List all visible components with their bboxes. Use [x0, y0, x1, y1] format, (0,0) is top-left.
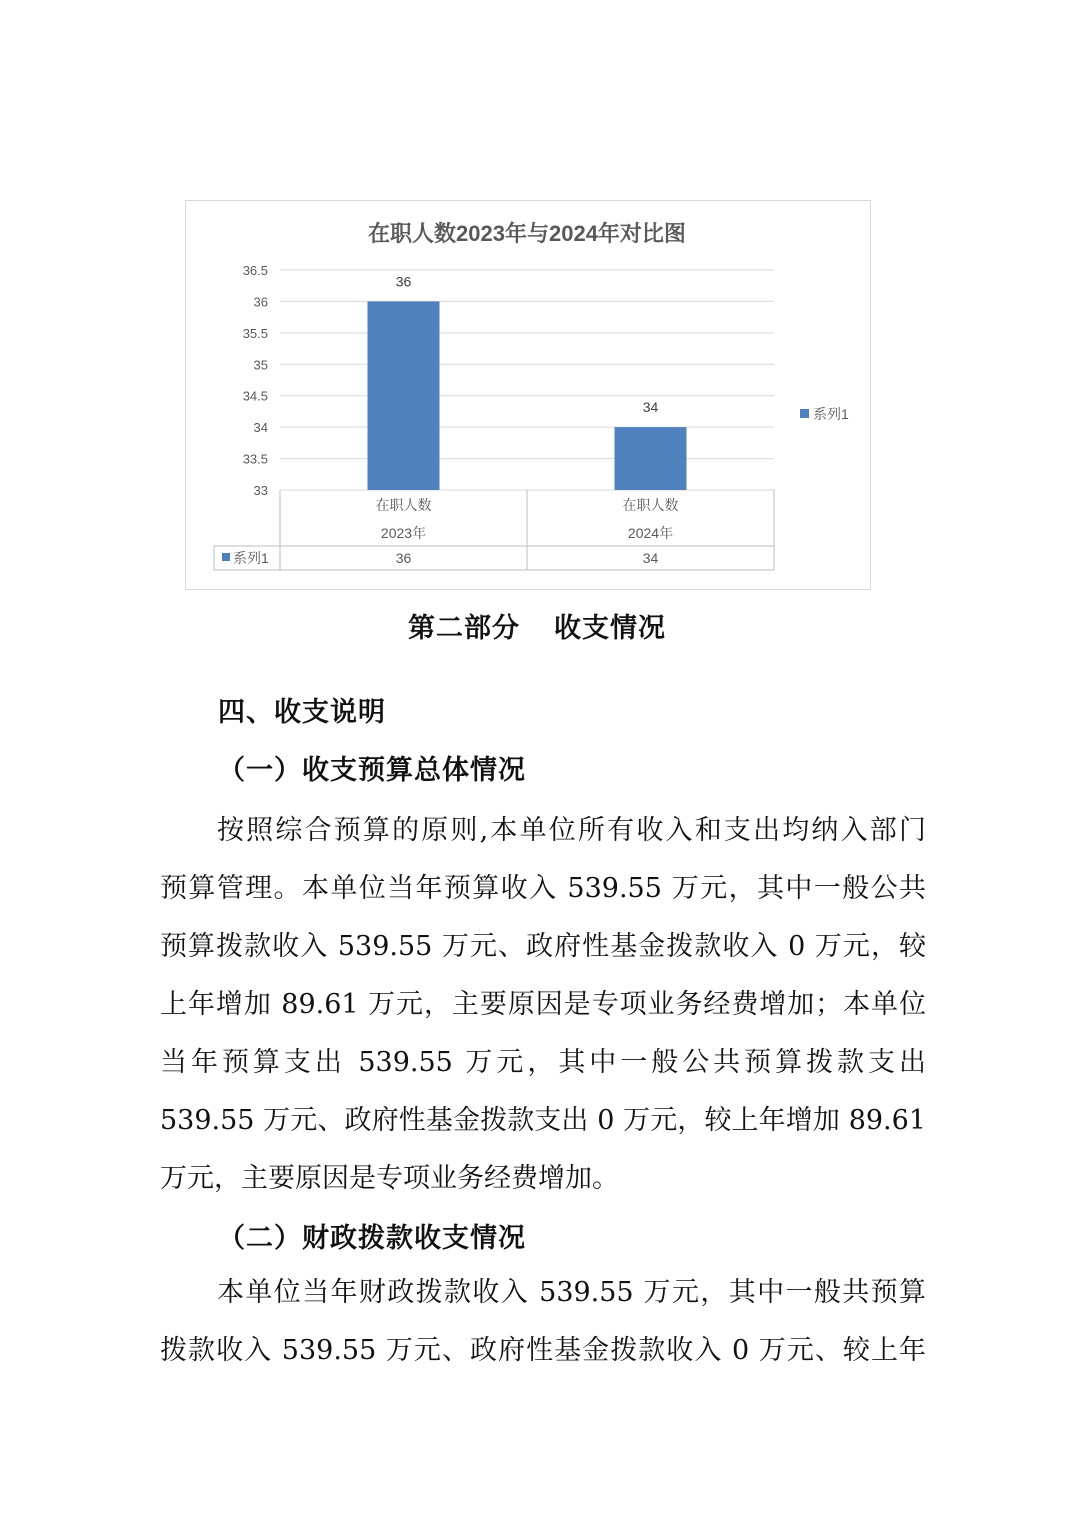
y-tick-label: 33	[253, 483, 268, 498]
staff-count-bar-chart	[186, 201, 872, 591]
subsection-heading-two: （二）财政拨款收支情况	[218, 1223, 526, 1254]
table-series-label: 系列1	[233, 550, 269, 566]
paragraph-line: 上年增加 89.61 万元，主要原因是专项业务经费增加；本单位	[160, 989, 926, 1020]
y-tick-label: 34.5	[242, 388, 268, 404]
y-tick-label: 33.5	[242, 451, 268, 467]
y-tick-label: 35.5	[242, 325, 268, 341]
x-category-label: 在职人数	[622, 497, 679, 513]
table-value: 34	[642, 550, 659, 566]
paragraph-fiscal-appropriation	[160, 1264, 926, 1380]
bar	[368, 301, 440, 490]
y-tick-label: 36	[253, 294, 268, 310]
part-title	[0, 606, 1074, 645]
y-tick-label: 34	[253, 420, 268, 436]
paragraph-line: 预算管理。本单位当年预算收入 539.55 万元，其中一般公共	[160, 873, 926, 904]
paragraph-line: 按照综合预算的原则,本单位所有收入和支出均纳入部门	[217, 815, 926, 846]
bar	[615, 427, 687, 490]
chart-title: 在职人数2023年与2024年对比图	[368, 221, 686, 246]
part-title-right: 收支情况	[554, 613, 666, 644]
legend-swatch	[800, 409, 809, 418]
y-tick-label: 36.5	[242, 263, 268, 278]
table-value: 36	[395, 550, 412, 566]
paragraph-line: 当年预算支出 539.55 万元，其中一般公共预算拨款支出	[160, 1047, 926, 1078]
data-label: 34	[642, 399, 659, 416]
paragraph-line: 拨款收入 539.55 万元、政府性基金拨款收入 0 万元、较上年	[160, 1335, 926, 1366]
paragraph-line: 万元，主要原因是专项业务经费增加。	[160, 1163, 619, 1194]
chart-container	[185, 200, 871, 590]
x-category-sublabel: 2023年	[380, 525, 427, 541]
paragraph-line: 539.55 万元、政府性基金拨款支出 0 万元，较上年增加 89.61	[160, 1105, 926, 1136]
table-legend-swatch	[222, 553, 230, 561]
x-category-sublabel: 2024年	[627, 525, 674, 541]
section-heading-four: 四、收支说明	[218, 697, 386, 728]
paragraph-budget-overview	[160, 802, 926, 1208]
x-category-label: 在职人数	[375, 497, 432, 513]
paragraph-line: 本单位当年财政拨款收入 539.55 万元，其中一般共预算	[217, 1277, 926, 1308]
legend-label: 系列1	[813, 406, 849, 422]
subsection-heading-one: （一）收支预算总体情况	[218, 755, 526, 786]
data-label: 36	[395, 273, 412, 290]
paragraph-line: 预算拨款收入 539.55 万元、政府性基金拨款收入 0 万元，较	[160, 931, 926, 962]
y-tick-label: 35	[253, 357, 268, 373]
part-title-left: 第二部分	[408, 613, 520, 644]
